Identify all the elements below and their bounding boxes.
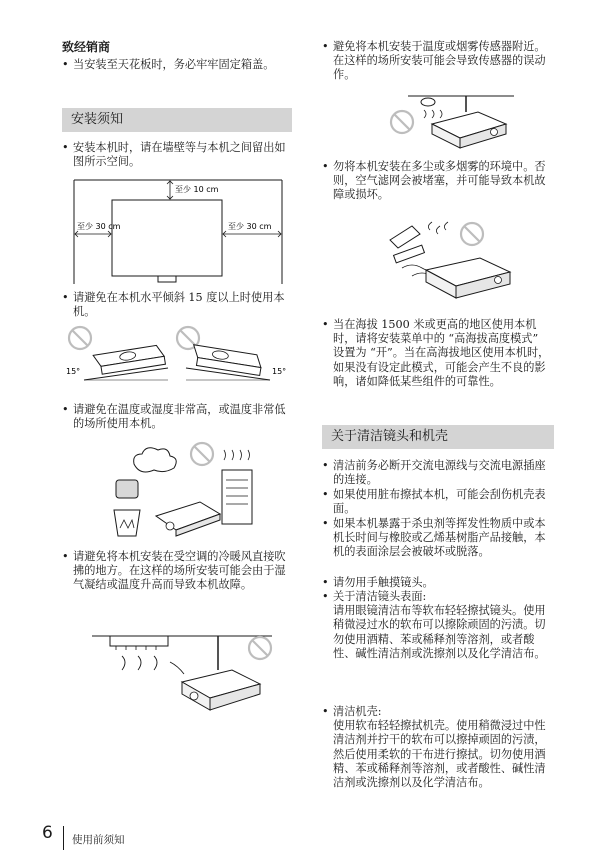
bullet-cabinet-cleaning bbox=[322, 705, 552, 790]
no-sign-icon-sensor bbox=[391, 111, 413, 133]
projector-tilted-right bbox=[191, 345, 263, 376]
no-sign-icon-temperature bbox=[191, 443, 213, 465]
bullet-dirty-cloth: • 如果使用脏布擦拭本机，可能会刮伤机壳表面。 bbox=[322, 488, 552, 516]
bullet-sensor: • 避免将本机安装于温度或烟雾传感器附近。在这样的场所安装可能会导致传感器的误动作。 bbox=[322, 40, 552, 83]
footer-section-title: 使用前须知 bbox=[72, 834, 125, 846]
heater bbox=[222, 470, 252, 524]
bullet-unplug: • 清洁前务必断开交流电源线与交流电源插座的连接。 bbox=[322, 459, 552, 487]
projector-top-view bbox=[112, 200, 222, 276]
bullet-temperature: • 请避免在温度或湿度非常高，或温度非常低的场所使用本机。 bbox=[62, 403, 290, 431]
tilt-angle-right: 15° bbox=[272, 367, 287, 376]
projector-tilted-left bbox=[93, 344, 165, 375]
clearance-top-label: 至少 10 cm bbox=[175, 185, 219, 194]
hand bbox=[390, 226, 420, 248]
bullet-dust: • 勿将本机安装在多尘或多烟雾的环境中。否则，空气滤网会被堵塞，并可能导致本机故障或损坏。 bbox=[322, 160, 552, 203]
steam-cloud bbox=[134, 448, 177, 472]
footer-divider bbox=[63, 826, 64, 850]
clearance-left-label: 至少 30 cm bbox=[77, 222, 121, 231]
bullet-aircon: • 请避免将本机安装在受空调的冷暖风直接吹拂的地方。在这样的场所安装可能会由于湿气凝结或温度升高而导致本机故障。 bbox=[62, 550, 290, 593]
figure-dust bbox=[382, 220, 532, 306]
cabinet-cleaning-text: 使用软布轻轻擦拭机壳。使用稍微浸过中性清洁剂并拧干的软布可以擦掉顽固的污渍，然后使用柔软的干布进行擦拭。切勿使用酒精、苯或稀释剂等溶剂，或者酸性、碱性清洁剂或洗擦剂以及化学清洁布。 bbox=[333, 719, 546, 790]
no-sign-icon-tilt-left bbox=[69, 327, 91, 349]
bullet-volatile: • 如果本机暴露于杀虫剂等挥发性物质中或本机长时间与橡胶或乙烯基树脂产品接触，本机的表面涂层会被破坏或脱落。 bbox=[322, 517, 552, 560]
section-install-notes: 安装须知 bbox=[62, 108, 292, 132]
bullet-altitude: • 当在海拔 1500 米或更高的地区使用本机时，请将安装菜单中的 “高海拔高度模式” 设置为 “开”。当在高海拔地区使用本机时，如果没有设定此模式，可能会产生不良的影响，诸如降低某些组件的可靠性。 bbox=[322, 318, 552, 389]
aircon-vent bbox=[110, 636, 168, 646]
figure-temperature bbox=[104, 440, 284, 540]
tilt-angle-left: 15° bbox=[66, 367, 81, 376]
no-sign-icon-dust bbox=[461, 223, 483, 245]
cabinet-cleaning-heading: • 清洁机壳: bbox=[333, 705, 382, 718]
figure-tilt bbox=[62, 322, 290, 388]
clearance-right-label: 至少 30 cm bbox=[228, 222, 272, 231]
figure-sensor bbox=[388, 92, 518, 152]
bullet-space: • 安装本机时，请在墙壁等与本机之间留出如图所示空间。 bbox=[62, 141, 290, 169]
kettle bbox=[116, 480, 138, 498]
lens-cleaning-text: 请用眼镜清洁布等软布轻轻擦拭镜头。使用稍微浸过水的软布可以擦除顽固的污渍。切勿使用酒精、苯或稀释剂等溶剂，或者酸性、碱性清洁剂或洗擦剂以及化学清洁布。 bbox=[333, 604, 546, 660]
section-cleaning: 关于清洁镜头和机壳 bbox=[322, 425, 554, 449]
figure-aircon bbox=[82, 626, 282, 726]
no-sign-icon-aircon bbox=[249, 637, 271, 659]
bullet-no-touch-lens: • 请勿用手触摸镜头。 bbox=[322, 576, 552, 590]
bullet-ceiling: • 当安装至天花板时，务必牢牢固定箱盖。 bbox=[62, 58, 290, 72]
stove bbox=[114, 510, 140, 536]
heading-distributor: 致经销商 bbox=[62, 40, 111, 54]
smoke-sensor bbox=[421, 98, 435, 106]
projector-lens bbox=[158, 276, 176, 282]
page-number: 6 bbox=[42, 823, 53, 843]
bullet-tilt: • 请避免在本机水平倾斜 15 度以上时使用本机。 bbox=[62, 291, 290, 319]
lens-cleaning-heading: • 关于清洁镜头表面: bbox=[333, 590, 427, 603]
bullet-lens-cleaning bbox=[322, 590, 552, 661]
figure-clearance bbox=[62, 178, 290, 286]
